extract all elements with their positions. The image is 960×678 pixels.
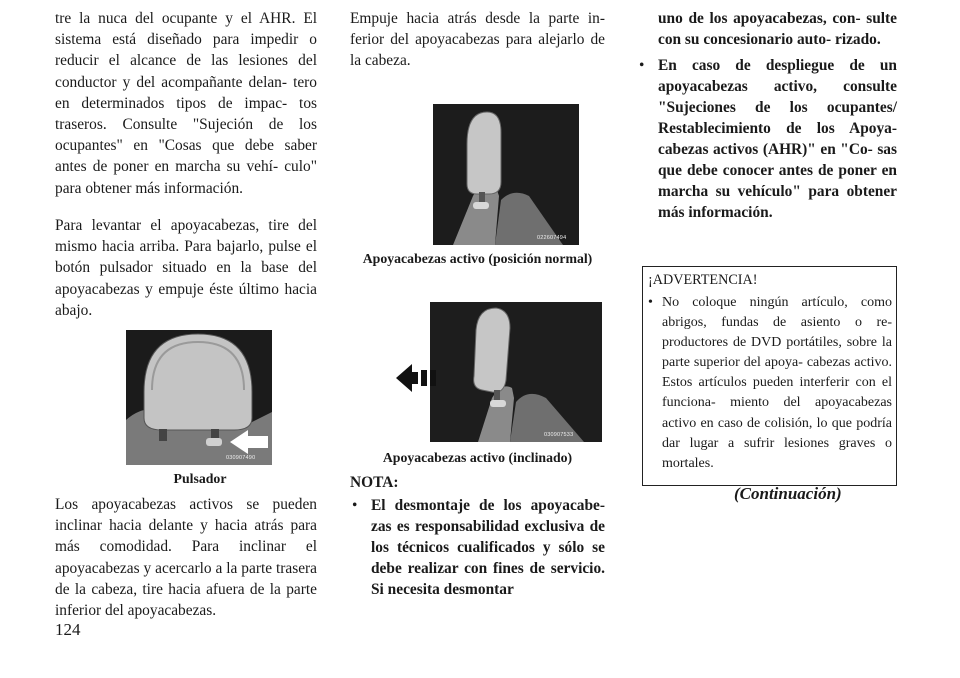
- page-number: 124: [55, 620, 81, 639]
- warning-title: ¡ADVERTENCIA!: [648, 272, 758, 288]
- warning-box: [642, 266, 897, 486]
- note-bullet-removal: • El desmontaje de los apoyacabe- zas es responsabilidad exclusiva de los técnicos cualificados y sólo se debe realizar con fines de servicio. Si necesita desmontar: [350, 495, 605, 600]
- caption-tilted: Apoyacabezas activo (inclinado): [382, 450, 573, 465]
- note-bullet-deployment: • En caso de despliegue de un apoyacabezas activo, consulte "Sujeciones de los ocupantes/ Restablecimiento de los Apoya- cabezas activos (AHR)" en "Co- sas que debe conocer antes de poner en marcha su vehículo" para obtener más información.: [637, 55, 897, 223]
- note-list-continued: [637, 8, 897, 223]
- headrest-button-illustration: [126, 330, 272, 465]
- note-list: [350, 495, 605, 600]
- figure-code: 022607494: [537, 235, 567, 241]
- paragraph-raise-lower: Para levantar el apoyacabezas, tire del mismo hacia arriba. Para bajarlo, pulse el botón pulsador situado en la base del apoyacabezas y empuje éste último hacia abajo.: [55, 217, 317, 319]
- paragraph-intro: tre la nuca del ocupante y el AHR. El sistema está diseñado para impedir o reducir el alcance de las lesiones del conductor y del acompañante delan- tero en determinados tipos de impac- tos traseros. Consulte "Sujeción de los ocupantes" en "Cosas que debe saber antes de poner en marcha su vehí- culo" para obtener más información.: [55, 10, 317, 197]
- paragraph-push-back: Empuje hacia atrás desde la parte in- ferior del apoyacabezas para alejarlo de la cabeza.: [350, 10, 605, 70]
- continued-label: (Continuación): [734, 484, 842, 503]
- figure-code: 030907490: [226, 455, 256, 461]
- caption-pulsador: Pulsador: [173, 471, 227, 486]
- note-label: NOTA:: [350, 474, 399, 491]
- figure-headrest-normal: [433, 104, 579, 245]
- warning-list: [646, 293, 892, 474]
- caption-normal: Apoyacabezas activo (posición normal): [362, 251, 593, 266]
- figure-code: 030907533: [544, 432, 574, 438]
- note-bullet-removal-continued: uno de los apoyacabezas, con- sulte con su concesionario auto- rizado.: [658, 10, 897, 48]
- figure-headrest-tilted: [394, 302, 602, 442]
- headrest-tilted-illustration: [394, 302, 602, 442]
- warning-item: • No coloque ningún artículo, como abrigos, fundas de asiento o re- productores de DVD portátiles, sobre la parte superior del apoya- cabezas activo. Estos artículos pueden interferir con el funciona- miento del apoyacabezas activo en caso de colisión, lo que podría dar lugar a sufrir lesiones graves o mortales.: [646, 293, 892, 474]
- paragraph-tilt: Los apoyacabezas activos se pueden inclinar hacia delante y hacia atrás para más comodidad. Para inclinar el apoyacabezas y acercarlo a la parte trasera de la cabeza, tire hacia afuera de la parte inferior del apoyacabezas.: [55, 496, 317, 620]
- headrest-normal-illustration: [433, 104, 579, 245]
- figure-pulsador: [126, 330, 272, 465]
